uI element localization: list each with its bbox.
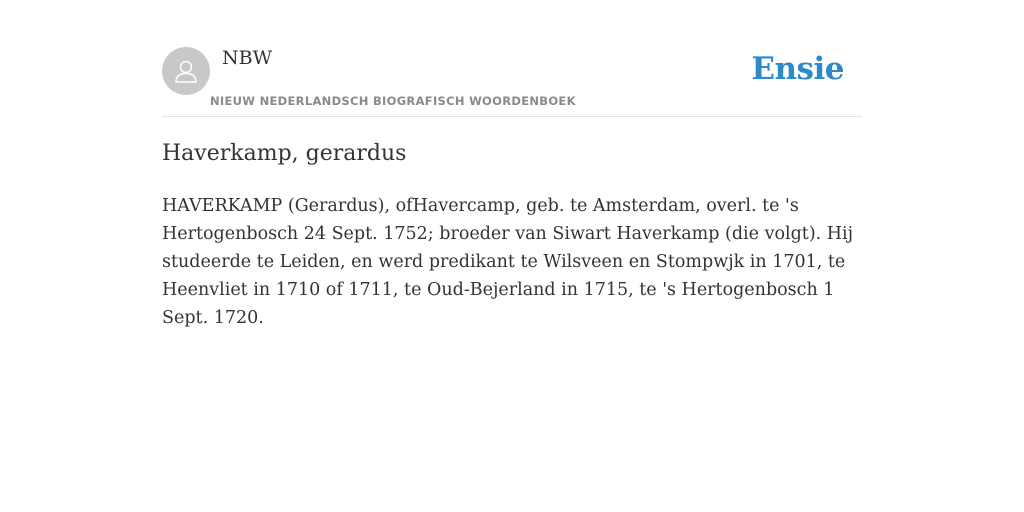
user-silhouette-icon [172, 57, 200, 85]
entry-body: HAVERKAMP (Gerardus), ofHavercamp, geb. te Amsterdam, overl. te 's Hertogenbosch 24 Sept. 1752; broeder van Siwart Haverkamp (die volgt). Hij studeerde te Leiden, en werd predikant te Wilsveen en Stompwjk in 1701, te Heenvliet in 1710 of 1711, te Oud-Bejerland in 1715, te 's Hertogenbosch 1 Sept. 1720. [162, 196, 854, 328]
source-fullname: NIEUW NEDERLANDSCH BIOGRAFISCH WOORDENBOEK [210, 94, 576, 108]
entry-title: Haverkamp, gerardus [162, 141, 407, 166]
source-header [162, 0, 862, 117]
avatar[interactable] [162, 47, 210, 95]
source-name[interactable]: NBW [222, 47, 273, 69]
ensie-logo[interactable]: Ensie [751, 51, 844, 87]
